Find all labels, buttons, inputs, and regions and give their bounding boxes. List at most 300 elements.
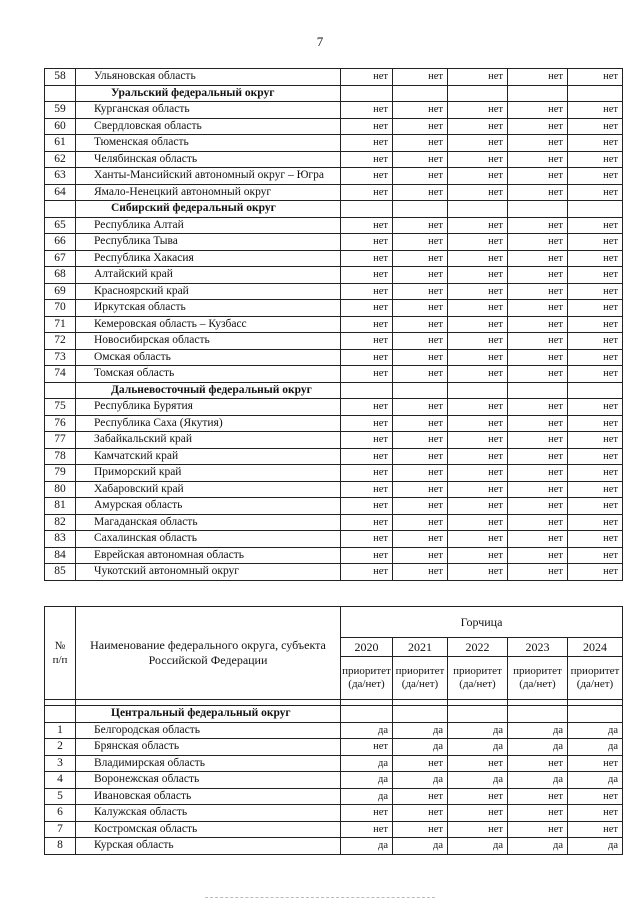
priority-value: нет (508, 118, 568, 135)
table-row (45, 432, 623, 449)
priority-value: нет (341, 415, 393, 432)
priority-value: нет (393, 250, 448, 267)
priority-value: нет (508, 168, 568, 185)
year-header: 2021 (393, 638, 448, 657)
priority-value: нет (508, 184, 568, 201)
row-number: 58 (45, 69, 76, 86)
table-row (45, 788, 623, 805)
priority-value: нет (448, 234, 508, 251)
row-number: 72 (45, 333, 76, 350)
priority-value: нет (393, 805, 448, 822)
priority-value: нет (341, 267, 393, 284)
district-empty-cell (568, 201, 623, 218)
priority-value: нет (393, 448, 448, 465)
priority-value: нет (568, 448, 623, 465)
priority-value: нет (393, 168, 448, 185)
priority-value: нет (448, 465, 508, 482)
priority-value: нет (448, 531, 508, 548)
priority-value: нет (508, 102, 568, 119)
priority-value: нет (341, 349, 393, 366)
priority-value: нет (568, 217, 623, 234)
regions-table-continued (44, 68, 623, 581)
region-name: Приморский край (76, 465, 341, 482)
priority-value: нет (568, 531, 623, 548)
region-name: Ханты-Мансийский автономный округ – Югра (76, 168, 341, 185)
table-row (45, 366, 623, 383)
priority-value: нет (393, 481, 448, 498)
year-header: 2024 (568, 638, 623, 657)
priority-value: нет (341, 481, 393, 498)
district-empty-cell (568, 706, 623, 723)
priority-value: нет (393, 102, 448, 119)
priority-value: нет (568, 151, 623, 168)
region-name: Свердловская область (76, 118, 341, 135)
priority-value: нет (448, 349, 508, 366)
priority-value: нет (393, 349, 448, 366)
priority-value: нет (393, 300, 448, 317)
priority-header: приоритет (да/нет) (341, 657, 393, 700)
district-name: Сибирский федеральный округ (76, 201, 341, 218)
district-row (45, 201, 623, 218)
priority-value: нет (393, 564, 448, 581)
priority-value: нет (508, 498, 568, 515)
district-name: Уральский федеральный округ (76, 85, 341, 102)
scan-edge-line (205, 897, 435, 898)
table-row (45, 531, 623, 548)
priority-value: нет (568, 69, 623, 86)
table-row (45, 415, 623, 432)
priority-value: нет (393, 547, 448, 564)
region-name: Чукотский автономный округ (76, 564, 341, 581)
priority-value: нет (568, 300, 623, 317)
row-number: 85 (45, 564, 76, 581)
priority-value: нет (568, 564, 623, 581)
table-row (45, 772, 623, 789)
priority-value: нет (508, 250, 568, 267)
priority-value: нет (341, 102, 393, 119)
row-number: 6 (45, 805, 76, 822)
priority-value: нет (393, 415, 448, 432)
priority-value: нет (568, 333, 623, 350)
district-number-cell (45, 382, 76, 399)
table-row (45, 118, 623, 135)
priority-value: нет (508, 481, 568, 498)
table-row (45, 564, 623, 581)
priority-value: нет (508, 465, 568, 482)
priority-value: нет (448, 168, 508, 185)
district-empty-cell (448, 85, 508, 102)
priority-value: нет (508, 805, 568, 822)
district-empty-cell (568, 382, 623, 399)
priority-value: нет (508, 69, 568, 86)
district-empty-cell (393, 201, 448, 218)
priority-value: да (393, 722, 448, 739)
priority-value: нет (393, 333, 448, 350)
priority-value: нет (393, 755, 448, 772)
region-name: Республика Саха (Якутия) (76, 415, 341, 432)
row-number: 83 (45, 531, 76, 548)
district-name: Дальневосточный федеральный округ (76, 382, 341, 399)
priority-value: нет (341, 217, 393, 234)
region-name: Алтайский край (76, 267, 341, 284)
row-number: 4 (45, 772, 76, 789)
priority-value: нет (341, 151, 393, 168)
row-number: 69 (45, 283, 76, 300)
priority-value: нет (393, 217, 448, 234)
priority-value: нет (448, 448, 508, 465)
priority-value: да (448, 772, 508, 789)
table-row (45, 821, 623, 838)
priority-value: нет (568, 547, 623, 564)
row-number: 2 (45, 739, 76, 756)
priority-value: нет (448, 283, 508, 300)
region-name: Ивановская область (76, 788, 341, 805)
priority-value: нет (508, 564, 568, 581)
table-row (45, 102, 623, 119)
priority-header: приоритет (да/нет) (568, 657, 623, 700)
priority-value: нет (393, 531, 448, 548)
priority-value: да (393, 838, 448, 855)
district-number-cell (45, 201, 76, 218)
priority-value: нет (508, 531, 568, 548)
priority-value: нет (568, 805, 623, 822)
priority-value: да (393, 739, 448, 756)
priority-value: да (508, 739, 568, 756)
table-row (45, 465, 623, 482)
priority-value: нет (448, 267, 508, 284)
priority-value: нет (341, 69, 393, 86)
priority-value: нет (341, 250, 393, 267)
priority-value: нет (508, 755, 568, 772)
mustard-priority-table (44, 606, 623, 855)
table-row (45, 498, 623, 515)
priority-value: нет (448, 118, 508, 135)
district-empty-cell (448, 706, 508, 723)
priority-value: нет (448, 547, 508, 564)
district-empty-cell (508, 85, 568, 102)
district-empty-cell (508, 382, 568, 399)
region-name: Сахалинская область (76, 531, 341, 548)
priority-value: нет (508, 432, 568, 449)
priority-value: нет (393, 788, 448, 805)
priority-value: нет (393, 514, 448, 531)
priority-value: нет (341, 168, 393, 185)
table-row (45, 316, 623, 333)
region-name: Иркутская область (76, 300, 341, 317)
table-row (45, 250, 623, 267)
priority-value: нет (568, 184, 623, 201)
priority-value: нет (448, 755, 508, 772)
year-header: 2022 (448, 638, 508, 657)
page-number: 7 (316, 34, 324, 49)
region-name: Тюменская область (76, 135, 341, 152)
table-row (45, 300, 623, 317)
priority-value: нет (568, 498, 623, 515)
row-number: 60 (45, 118, 76, 135)
priority-value: да (341, 722, 393, 739)
priority-value: нет (448, 481, 508, 498)
priority-value: нет (568, 316, 623, 333)
priority-value: нет (448, 366, 508, 383)
district-row (45, 382, 623, 399)
region-name: Ульяновская область (76, 69, 341, 86)
priority-value: нет (341, 547, 393, 564)
district-empty-cell (341, 201, 393, 218)
priority-value: нет (568, 267, 623, 284)
row-number: 80 (45, 481, 76, 498)
row-number: 75 (45, 399, 76, 416)
table-row (45, 151, 623, 168)
priority-value: нет (448, 316, 508, 333)
region-name: Еврейская автономная область (76, 547, 341, 564)
priority-value: нет (448, 821, 508, 838)
table-row (45, 514, 623, 531)
priority-value: нет (568, 168, 623, 185)
priority-value: нет (393, 118, 448, 135)
row-number: 68 (45, 267, 76, 284)
column-header-crop: Горчица (341, 607, 623, 638)
district-empty-cell (341, 85, 393, 102)
priority-value: нет (568, 755, 623, 772)
priority-value: нет (393, 184, 448, 201)
priority-value: нет (568, 118, 623, 135)
region-name: Хабаровский край (76, 481, 341, 498)
priority-value: нет (568, 366, 623, 383)
row-number: 81 (45, 498, 76, 515)
priority-value: нет (341, 184, 393, 201)
row-number: 66 (45, 234, 76, 251)
priority-value: да (508, 722, 568, 739)
priority-value: нет (341, 514, 393, 531)
priority-value: нет (508, 135, 568, 152)
priority-value: нет (508, 788, 568, 805)
table-row (45, 349, 623, 366)
row-number: 63 (45, 168, 76, 185)
region-name: Курганская область (76, 102, 341, 119)
priority-value: нет (568, 399, 623, 416)
district-empty-cell (341, 706, 393, 723)
priority-value: нет (393, 151, 448, 168)
priority-value: нет (508, 448, 568, 465)
priority-value: нет (448, 788, 508, 805)
priority-value: да (448, 739, 508, 756)
region-name: Камчатский край (76, 448, 341, 465)
district-empty-cell (393, 706, 448, 723)
year-header: 2023 (508, 638, 568, 657)
priority-value: нет (448, 69, 508, 86)
priority-header: приоритет (да/нет) (393, 657, 448, 700)
row-number: 1 (45, 722, 76, 739)
priority-value: нет (393, 135, 448, 152)
priority-value: нет (568, 514, 623, 531)
priority-value: нет (568, 250, 623, 267)
row-number: 61 (45, 135, 76, 152)
region-name: Воронежская область (76, 772, 341, 789)
district-empty-cell (448, 382, 508, 399)
row-number: 84 (45, 547, 76, 564)
priority-value: нет (341, 739, 393, 756)
row-number: 73 (45, 349, 76, 366)
priority-value: нет (341, 333, 393, 350)
row-number: 70 (45, 300, 76, 317)
priority-value: нет (393, 234, 448, 251)
table-row (45, 722, 623, 739)
priority-value: нет (393, 465, 448, 482)
priority-value: нет (508, 349, 568, 366)
priority-value: нет (508, 267, 568, 284)
priority-value: нет (448, 151, 508, 168)
row-number: 7 (45, 821, 76, 838)
table-row (45, 547, 623, 564)
table-row (45, 739, 623, 756)
row-number: 79 (45, 465, 76, 482)
priority-value: нет (341, 118, 393, 135)
table-row (45, 135, 623, 152)
priority-value: нет (393, 399, 448, 416)
region-name: Республика Бурятия (76, 399, 341, 416)
priority-value: нет (508, 283, 568, 300)
priority-value: нет (393, 316, 448, 333)
region-name: Брянская область (76, 739, 341, 756)
priority-value: нет (568, 234, 623, 251)
priority-value: да (568, 722, 623, 739)
priority-value: нет (341, 366, 393, 383)
region-name: Республика Хакасия (76, 250, 341, 267)
row-number: 78 (45, 448, 76, 465)
priority-value: нет (448, 415, 508, 432)
priority-value: нет (568, 481, 623, 498)
priority-value: нет (341, 564, 393, 581)
priority-value: нет (393, 432, 448, 449)
region-name: Новосибирская область (76, 333, 341, 350)
priority-value: нет (448, 805, 508, 822)
column-header-region-name: Наименование федерального округа, субъекта Российской Федерации (76, 607, 341, 700)
row-number: 5 (45, 788, 76, 805)
priority-value: нет (448, 135, 508, 152)
region-name: Ямало-Ненецкий автономный округ (76, 184, 341, 201)
region-name: Томская область (76, 366, 341, 383)
region-name: Омская область (76, 349, 341, 366)
priority-value: нет (341, 316, 393, 333)
table-row (45, 217, 623, 234)
table-row (45, 755, 623, 772)
table-row (45, 481, 623, 498)
priority-value: да (341, 788, 393, 805)
table-row (45, 283, 623, 300)
priority-value: нет (448, 184, 508, 201)
priority-value: нет (393, 498, 448, 515)
priority-value: нет (568, 415, 623, 432)
priority-value: да (508, 772, 568, 789)
priority-value: нет (568, 349, 623, 366)
table-row (45, 69, 623, 86)
priority-value: да (393, 772, 448, 789)
row-number: 67 (45, 250, 76, 267)
row-number: 8 (45, 838, 76, 855)
priority-value: нет (568, 465, 623, 482)
district-name: Центральный федеральный округ (76, 706, 341, 723)
priority-value: нет (508, 366, 568, 383)
region-name: Республика Тыва (76, 234, 341, 251)
priority-value: нет (568, 135, 623, 152)
priority-value: нет (393, 69, 448, 86)
table-row (45, 448, 623, 465)
table-row (45, 805, 623, 822)
priority-value: да (341, 838, 393, 855)
priority-value: нет (508, 217, 568, 234)
priority-value: нет (341, 300, 393, 317)
priority-value: нет (341, 448, 393, 465)
priority-value: нет (508, 547, 568, 564)
district-empty-cell (393, 382, 448, 399)
table-row (45, 333, 623, 350)
row-number: 59 (45, 102, 76, 119)
priority-value: да (448, 722, 508, 739)
priority-value: нет (448, 102, 508, 119)
priority-value: нет (508, 151, 568, 168)
priority-value: да (341, 755, 393, 772)
priority-value: нет (448, 564, 508, 581)
priority-value: нет (341, 135, 393, 152)
district-number-cell (45, 706, 76, 723)
region-name: Калужская область (76, 805, 341, 822)
table-row (45, 399, 623, 416)
priority-value: нет (508, 415, 568, 432)
table-row (45, 184, 623, 201)
region-name: Владимирская область (76, 755, 341, 772)
priority-value: нет (341, 821, 393, 838)
row-number: 71 (45, 316, 76, 333)
priority-value: нет (393, 821, 448, 838)
priority-value: да (568, 838, 623, 855)
region-name: Кемеровская область – Кузбасс (76, 316, 341, 333)
priority-value: нет (508, 399, 568, 416)
priority-value: нет (508, 234, 568, 251)
priority-value: нет (508, 821, 568, 838)
region-name: Красноярский край (76, 283, 341, 300)
priority-value: нет (508, 316, 568, 333)
table-row (45, 838, 623, 855)
column-header-number: № п/п (45, 607, 76, 700)
priority-value: нет (341, 399, 393, 416)
region-name: Курская область (76, 838, 341, 855)
priority-value: нет (448, 217, 508, 234)
region-name: Республика Алтай (76, 217, 341, 234)
table-row (45, 168, 623, 185)
district-row (45, 85, 623, 102)
priority-value: нет (393, 366, 448, 383)
priority-value: да (568, 772, 623, 789)
priority-value: нет (341, 805, 393, 822)
row-number: 77 (45, 432, 76, 449)
priority-value: да (568, 739, 623, 756)
district-empty-cell (341, 382, 393, 399)
priority-value: да (341, 772, 393, 789)
priority-value: нет (448, 250, 508, 267)
district-number-cell (45, 85, 76, 102)
priority-value: нет (448, 333, 508, 350)
region-name: Амурская область (76, 498, 341, 515)
priority-header: приоритет (да/нет) (508, 657, 568, 700)
region-name: Магаданская область (76, 514, 341, 531)
region-name: Челябинская область (76, 151, 341, 168)
row-number: 62 (45, 151, 76, 168)
table-row (45, 234, 623, 251)
district-empty-cell (508, 706, 568, 723)
priority-value: нет (568, 283, 623, 300)
priority-value: нет (341, 432, 393, 449)
priority-value: нет (448, 300, 508, 317)
